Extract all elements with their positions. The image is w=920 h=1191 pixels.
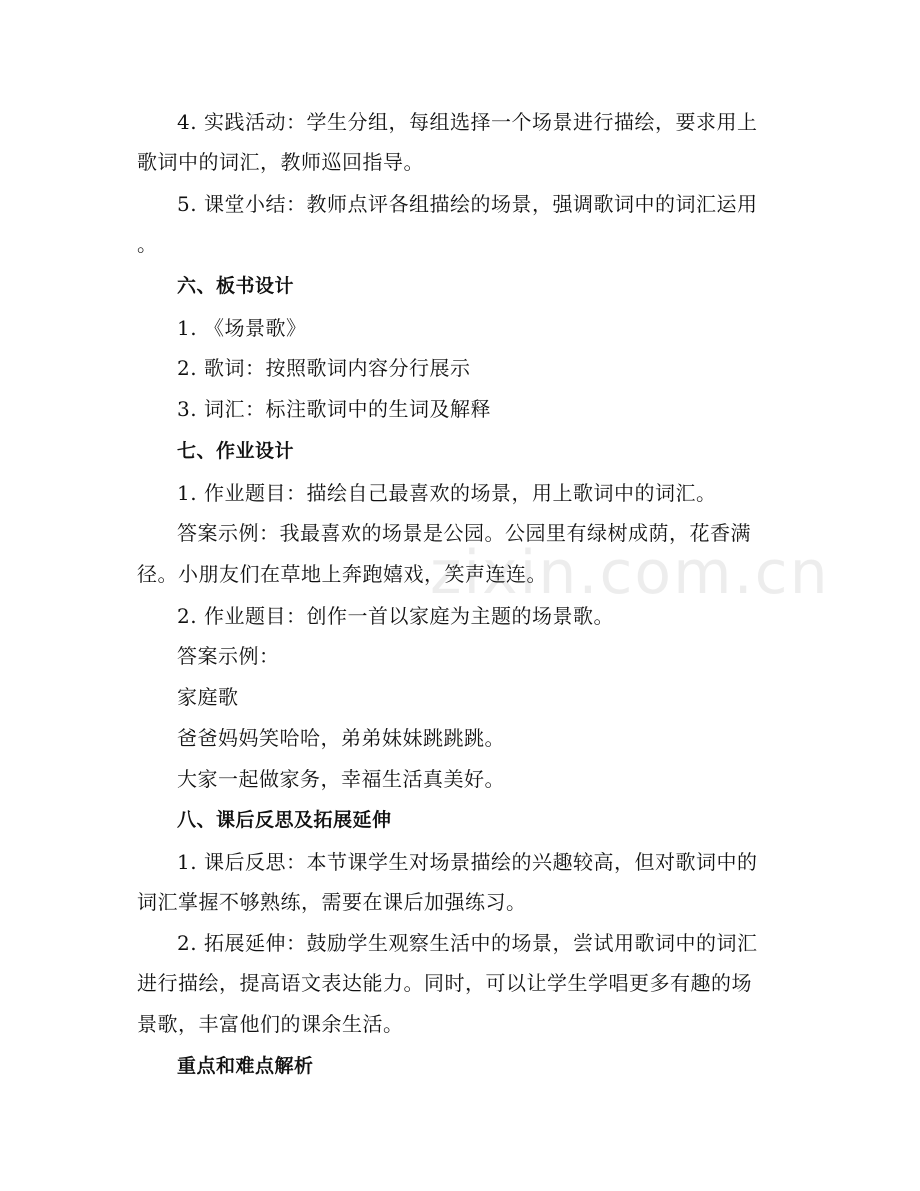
list-item-board-2: 2. 歌词：按照歌词内容分行展示 xyxy=(177,356,471,380)
section-heading-board-design: 六、板书设计 xyxy=(177,275,295,297)
paragraph-class-summary: 5. 课堂小结：教师点评各组描绘的场景，强调歌词中的词汇运用 xyxy=(177,192,758,216)
reflection-item-1: 1. 课后反思：本节课学生对场景描绘的兴趣较高，但对歌词中的 xyxy=(177,850,758,874)
watermark: zixin.com.cn xyxy=(430,538,830,608)
list-item-board-3: 3. 词汇：标注歌词中的生词及解释 xyxy=(177,397,491,421)
answer-example-2-label: 答案示例： xyxy=(177,644,280,668)
homework-item-1: 1. 作业题目：描绘自己最喜欢的场景，用上歌词中的词汇。 xyxy=(177,481,717,505)
poem-line-2: 大家一起做家务，幸福生活真美好。 xyxy=(177,767,505,791)
section-heading-reflection: 八、课后反思及拓展延伸 xyxy=(177,809,392,831)
answer-example-1-cont: 径。小朋友们在草地上奔跑嬉戏，笑声连连。 xyxy=(137,562,547,586)
paragraph-practice-activity: 4. 实践活动：学生分组，每组选择一个场景进行描绘，要求用上 xyxy=(177,110,758,134)
homework-item-2: 2. 作业题目：创作一首以家庭为主题的场景歌。 xyxy=(177,604,614,628)
extension-item-2-cont1: 进行描绘，提高语文表达能力。同时，可以让学生学唱更多有趣的场 xyxy=(137,971,752,995)
section-heading-homework: 七、作业设计 xyxy=(177,440,295,462)
extension-item-2-cont2: 景歌，丰富他们的课余生活。 xyxy=(137,1012,404,1036)
poem-title: 家庭歌 xyxy=(177,685,239,709)
paragraph-practice-activity-cont: 歌词中的词汇，教师巡回指导。 xyxy=(137,150,424,174)
extension-item-2: 2. 拓展延伸：鼓励学生观察生活中的场景，尝试用歌词中的词汇 xyxy=(177,931,758,955)
reflection-item-1-cont: 词汇掌握不够熟练，需要在课后加强练习。 xyxy=(137,890,527,914)
answer-example-1: 答案示例：我最喜欢的场景是公园。公园里有绿树成荫，花香满 xyxy=(177,521,751,545)
section-heading-key-points: 重点和难点解析 xyxy=(177,1055,314,1077)
list-item-board-1: 1. 《场景歌》 xyxy=(177,316,307,340)
paragraph-class-summary-cont: 。 xyxy=(137,232,158,256)
poem-line-1: 爸爸妈妈笑哈哈，弟弟妹妹跳跳跳。 xyxy=(177,726,505,750)
